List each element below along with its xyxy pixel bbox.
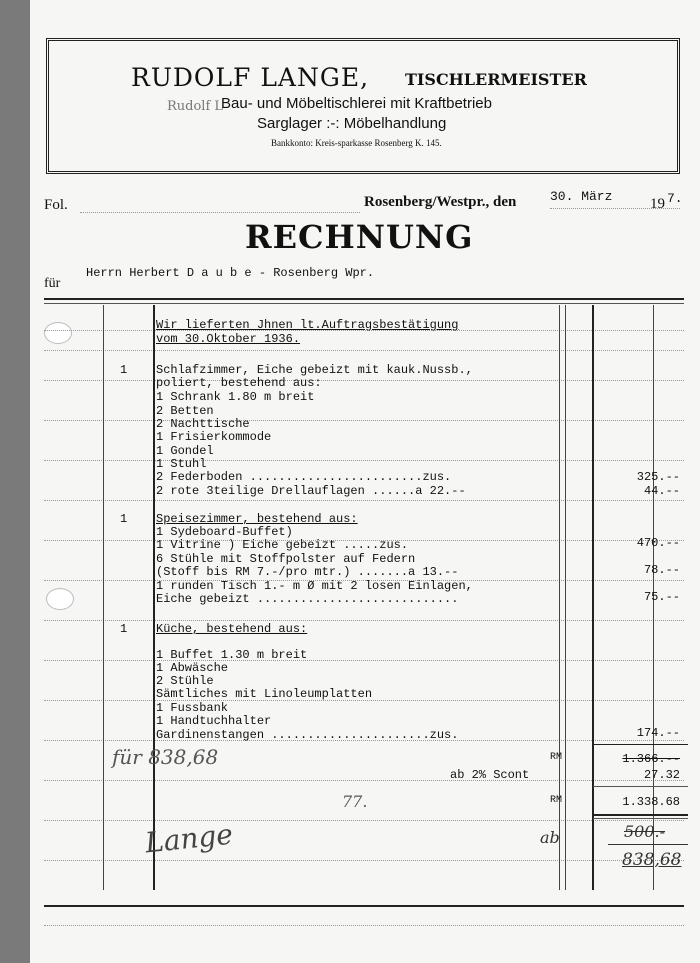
line-item: 1 Vitrine ) Eiche gebeizt .....zus.: [156, 538, 409, 552]
fol-line: [80, 212, 360, 213]
col-rule-2: [153, 305, 155, 890]
line-item: 1 Stuhl: [156, 457, 207, 471]
company-title: TISCHLERMEISTER: [405, 70, 587, 89]
line-item: 1 Abwäsche: [156, 661, 229, 675]
col-rule-4: [565, 305, 566, 890]
sum-rule: [593, 744, 688, 745]
header-rule-thin: [44, 303, 684, 304]
col-rule-1: [103, 305, 104, 890]
line-item: 1 Buffet 1.30 m breit: [156, 648, 308, 662]
intro-line: vom 30.Oktober 1936.: [156, 332, 301, 346]
line-item: Küche, bestehend aus:: [156, 622, 308, 636]
handwritten-payment: 500.-: [624, 822, 666, 841]
subtotal: 1.366.--: [622, 752, 680, 766]
year-prefix: 19: [650, 196, 665, 212]
line-amount: 470.--: [636, 536, 680, 550]
total-rule: [593, 786, 688, 787]
line-item: 2 Federboden ........................zus.: [156, 470, 452, 484]
line-item: 2 Stühle: [156, 674, 214, 688]
line-item: 1 runden Tisch 1.- m Ø mit 2 losen Einlagen,: [156, 579, 473, 593]
grand-total: 1.338.68: [622, 795, 680, 809]
line-item: 2 Betten: [156, 404, 214, 418]
line-item: 1 Frisierkommode: [156, 430, 272, 444]
punch-hole-top: [44, 322, 72, 344]
recipient: Herrn Herbert D a u b e - Rosenberg Wpr.: [86, 266, 375, 280]
footer-line: [44, 925, 684, 926]
intro-line: Wir lieferten Jhnen lt.Auftragsbestätigung: [156, 318, 459, 332]
line-item: (Stoff bis RM 7.-/pro mtr.) .......a 13.--: [156, 565, 459, 579]
company-name: RUDOLF LANGE,: [131, 63, 370, 92]
currency-label: RM: [550, 752, 563, 763]
line-amount: 75.--: [643, 590, 680, 604]
line-item: 6 Stühle mit Stoffpolster auf Federn: [156, 552, 416, 566]
line-item: 2 rote 3teilige Drellauflagen ......a 22.--: [156, 484, 466, 498]
line-item: 1 Schrank 1.80 m breit: [156, 390, 315, 404]
line-item: 1 Fussbank: [156, 701, 229, 715]
line-item: Gardinenstangen ......................zus.: [156, 728, 459, 742]
invoice-page: [30, 0, 700, 963]
line-amount: 78.--: [643, 563, 680, 577]
letterhead-frame: [46, 38, 680, 174]
handwritten-remaining: 838,68: [622, 850, 682, 870]
discount-amount: 27.32: [643, 768, 680, 782]
line-item: 2 Nachttische: [156, 417, 250, 431]
fol-label: Fol.: [44, 197, 68, 213]
page-title: RECHNUNG: [245, 218, 474, 256]
line-amount: 325.--: [636, 470, 680, 484]
footer-rule: [44, 905, 684, 907]
discount-label: ab 2% Scont: [450, 768, 530, 782]
punch-hole-bottom: [46, 588, 74, 610]
company-business: Bau- und Möbeltischlerei mit Kraftbetrieb: [221, 95, 492, 112]
name-stamp: Rudolf L: [167, 99, 224, 114]
signature: Lange: [143, 817, 235, 860]
fuer-label: für: [44, 276, 61, 291]
line-item: Schlafzimmer, Eiche gebeizt mit kauk.Nussb.,: [156, 363, 473, 377]
place: Rosenberg/Westpr., den: [364, 194, 517, 210]
item-qty: 1: [120, 622, 128, 636]
item-qty: 1: [120, 512, 128, 526]
handwritten-ab: ab: [540, 828, 560, 847]
total-double-rule: [593, 814, 688, 816]
line-item: 1 Handtuchhalter: [156, 714, 272, 728]
total-double-rule-thin: [593, 818, 688, 819]
bank-account: Bankkonto: Kreis-sparkasse Rosenberg K. 145.: [271, 138, 442, 148]
handwritten-note: für 838,68: [112, 745, 219, 769]
item-qty: 1: [120, 363, 128, 377]
line-amount: 44.--: [643, 484, 680, 498]
year-suffix: 7.: [667, 191, 683, 206]
line-item: 1 Sydeboard-Buffet): [156, 525, 293, 539]
line-item: Speisezimmer, bestehend aus:: [156, 512, 358, 526]
invoice-date: 30. März: [550, 189, 613, 204]
col-rule-5: [592, 305, 594, 890]
company-services: Sarglager :-: Möbelhandlung: [257, 115, 447, 132]
line-item: poliert, bestehend aus:: [156, 376, 322, 390]
line-amount: 174.--: [636, 726, 680, 740]
line-item: Eiche gebeizt ............................: [156, 592, 459, 606]
payment-rule: [608, 844, 688, 845]
handwritten-note: 77.: [342, 792, 368, 811]
line-item: Sämtliches mit Linoleumplatten: [156, 687, 373, 701]
date-line: [550, 208, 680, 209]
header-rule: [44, 298, 684, 300]
currency-label: RM: [550, 795, 563, 806]
line-item: 1 Gondel: [156, 444, 214, 458]
